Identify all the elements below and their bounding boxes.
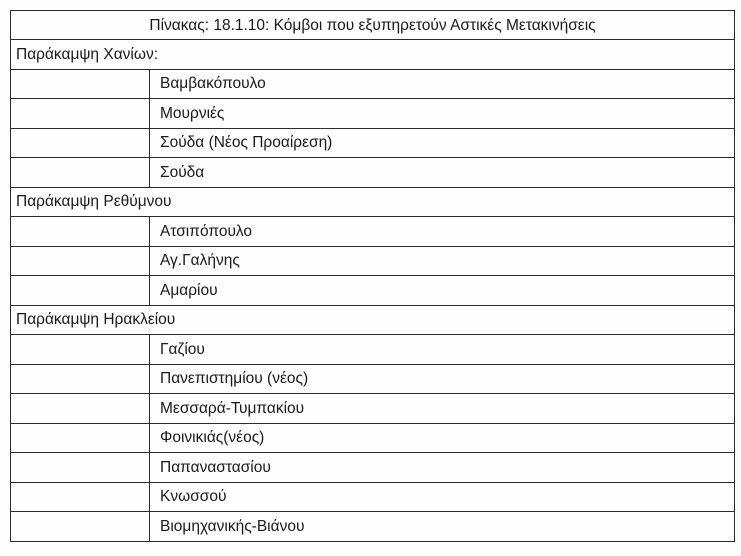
node-cell: Αμαρίου (150, 276, 735, 306)
blank-cell (11, 482, 150, 512)
table-row (11, 158, 735, 188)
table-row (11, 246, 735, 276)
node-cell: Σούδα (150, 158, 735, 188)
table-row (11, 512, 735, 542)
node-cell: Μεσσαρά-Τυμπακίου (150, 394, 735, 424)
table-row (11, 453, 735, 483)
node-cell: Κνωσσού (150, 482, 735, 512)
node-cell: Αγ.Γαλήνης (150, 246, 735, 276)
table-row (11, 99, 735, 129)
blank-cell (11, 276, 150, 306)
table-row (11, 69, 735, 99)
blank-cell (11, 512, 150, 542)
blank-cell (11, 217, 150, 247)
node-cell: Γαζίου (150, 335, 735, 365)
blank-cell (11, 335, 150, 365)
table-title: Πίνακας: 18.1.10: Κόμβοι που εξυπηρετούν Αστικές Μετακινήσεις (11, 11, 735, 40)
table-row (11, 364, 735, 394)
table-row (11, 423, 735, 453)
table-row (11, 276, 735, 306)
section-row (11, 187, 735, 217)
node-cell: Ατσιπόπουλο (150, 217, 735, 247)
node-cell: Σούδα (Νέος Προαίρεση) (150, 128, 735, 158)
section-row (11, 305, 735, 335)
node-cell: Βιομηχανικής-Βιάνου (150, 512, 735, 542)
table-row (11, 482, 735, 512)
table-title-row (11, 11, 735, 40)
section-heading: Παράκαμψη Ηρακλείου (11, 305, 735, 335)
table-row (11, 335, 735, 365)
table-row (11, 128, 735, 158)
blank-cell (11, 423, 150, 453)
section-heading: Παράκαμψη Ρεθύμνου (11, 187, 735, 217)
node-cell: Φοινικιάς(νέος) (150, 423, 735, 453)
blank-cell (11, 128, 150, 158)
node-cell: Βαμβακόπουλο (150, 69, 735, 99)
blank-cell (11, 69, 150, 99)
blank-cell (11, 99, 150, 129)
section-heading: Παράκαμψη Χανίων: (11, 40, 735, 70)
blank-cell (11, 394, 150, 424)
blank-cell (11, 453, 150, 483)
node-cell: Παπαναστασίου (150, 453, 735, 483)
table-row (11, 394, 735, 424)
table-row (11, 217, 735, 247)
blank-cell (11, 246, 150, 276)
nodes-table (10, 10, 735, 542)
node-cell: Μουρνιές (150, 99, 735, 129)
section-row (11, 40, 735, 70)
blank-cell (11, 158, 150, 188)
blank-cell (11, 364, 150, 394)
node-cell: Πανεπιστημίου (νέος) (150, 364, 735, 394)
